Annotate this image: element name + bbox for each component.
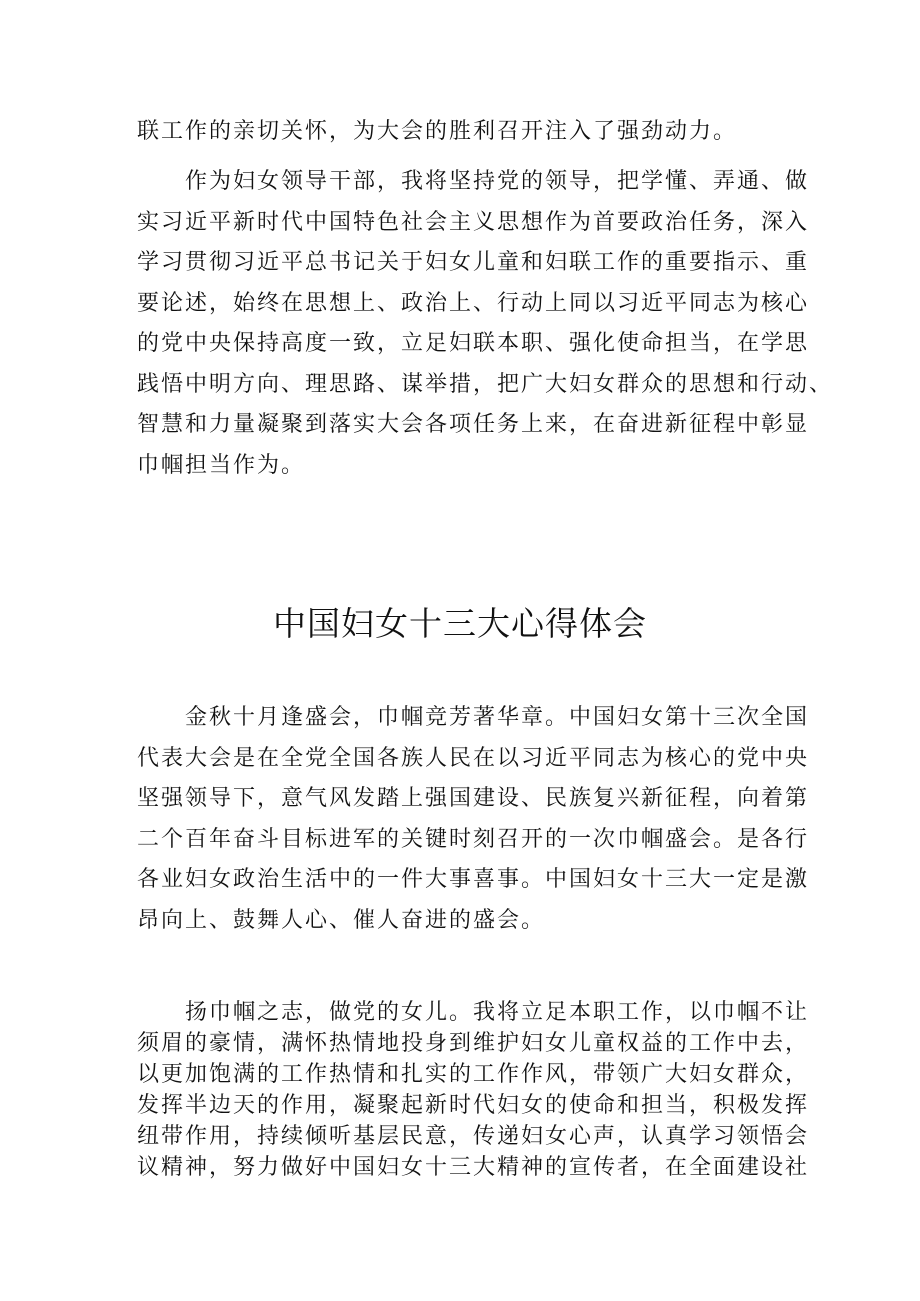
intro-paragraph bbox=[137, 112, 797, 153]
paragraph-2-line-3: 坚强领导下，意气风发踏上强国建设、民族复兴新征程，向着第 bbox=[137, 786, 810, 811]
paragraph-3-line-6: 议精神，努力做好中国妇女十三大精神的宣传者，在全面建设社 bbox=[137, 1155, 810, 1180]
paragraph-1-line-1: 作为妇女领导干部，我将坚持党的领导，把学懂、弄通、做 bbox=[185, 169, 810, 194]
paragraph-3-line-4: 发挥半边天的作用，凝聚起新时代妇女的使命和担当，积极发挥 bbox=[137, 1093, 810, 1118]
paragraph-3-line-5: 纽带作用，持续倾听基层民意，传递妇女心声，认真学习领悟会 bbox=[137, 1124, 810, 1149]
paragraph-1-line-8: 巾帼担当作为。 bbox=[137, 452, 306, 478]
paragraph-1-line-7: 智慧和力量凝聚到落实大会各项任务上来，在奋进新征程中彰显 bbox=[137, 412, 810, 437]
paragraph-commitment bbox=[137, 997, 810, 1183]
paragraph-1-line-2: 实习近平新时代中国特色社会主义思想作为首要政治任务，深入 bbox=[137, 209, 810, 235]
paragraph-1-line-5: 的党中央保持高度一致，立足妇联本职、强化使命担当，在学思 bbox=[137, 331, 810, 356]
paragraph-1-line-6: 践悟中明方向、理思路、谋举措，把广大妇女群众的思想和行动、 bbox=[137, 371, 834, 397]
paragraph-2-line-4: 二个百年奋斗目标进军的关键时刻召开的一次巾帼盛会。是各行 bbox=[137, 826, 810, 852]
paragraph-leadership bbox=[137, 162, 834, 486]
section-title: 中国妇女十三大心得体会 bbox=[273, 604, 647, 643]
paragraph-2-line-2: 代表大会是在全党全国各族人民在以习近平同志为核心的党中央 bbox=[137, 745, 810, 771]
paragraph-2-line-6: 昂向上、鼓舞人心、催人奋进的盛会。 bbox=[137, 907, 546, 933]
paragraph-3-line-3: 以更加饱满的工作热情和扎实的工作作风，带领广大妇女群众， bbox=[137, 1062, 810, 1087]
paragraph-1-line-3: 学习贯彻习近平总书记关于妇女儿童和妇联工作的重要指示、重 bbox=[137, 250, 810, 275]
paragraph-3-line-1: 扬巾帼之志，做党的女儿。我将立足本职工作，以巾帼不让 bbox=[185, 1000, 810, 1025]
paragraph-2-line-1: 金秋十月逢盛会，巾帼竞芳著华章。中国妇女第十三次全国 bbox=[185, 705, 810, 730]
intro-line-1: 联工作的亲切关怀，为大会的胜利召开注入了强劲动力。 bbox=[137, 119, 738, 144]
paragraph-3-line-2: 须眉的豪情，满怀热情地投身到维护妇女儿童权益的工作中去， bbox=[137, 1031, 810, 1056]
paragraph-2-line-5: 各业妇女政治生活中的一件大事喜事。中国妇女十三大一定是激 bbox=[137, 867, 810, 892]
paragraph-congress bbox=[137, 698, 810, 941]
paragraph-1-line-4: 要论述，始终在思想上、政治上、行动上同以习近平同志为核心 bbox=[137, 290, 810, 316]
